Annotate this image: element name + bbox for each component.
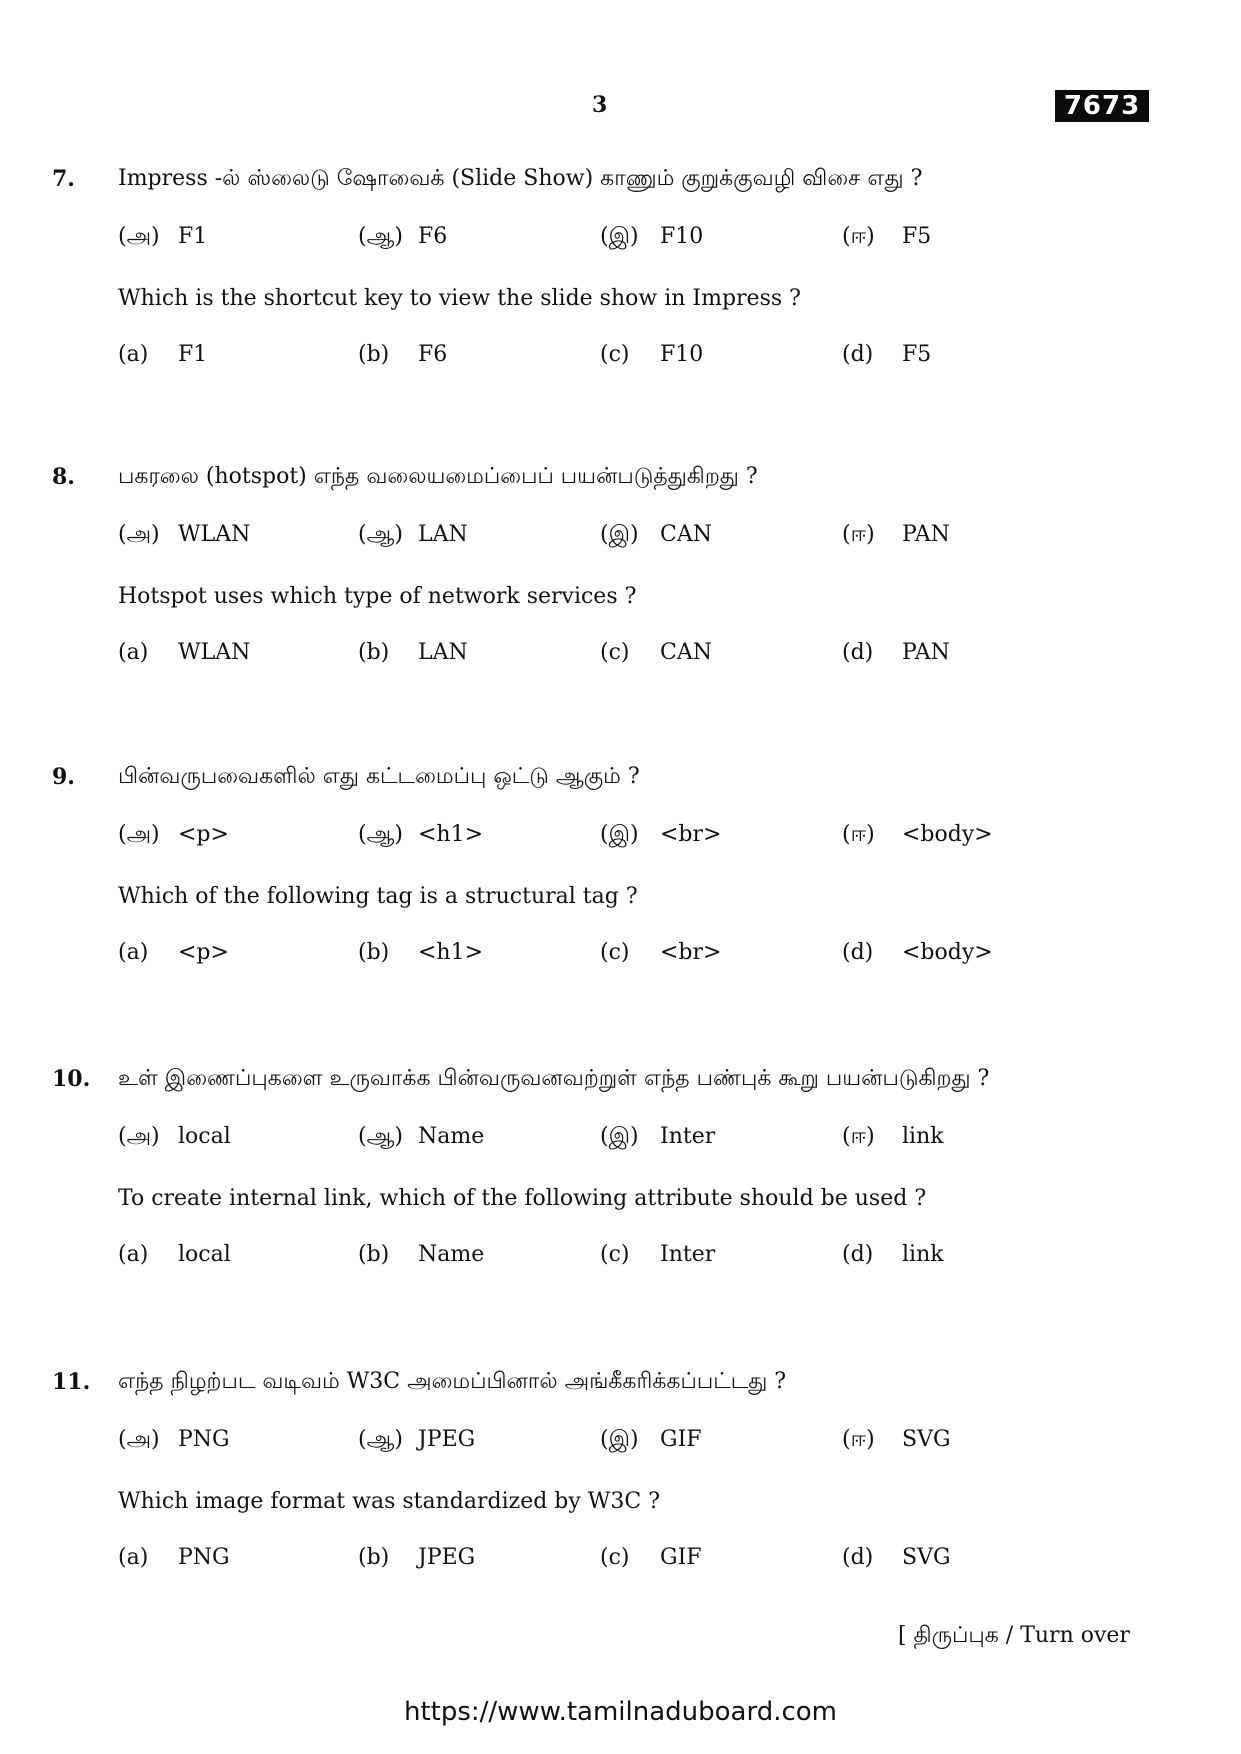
option-d: (ஈ) F5 bbox=[842, 224, 932, 249]
option-d: (d) <body> bbox=[842, 940, 993, 965]
paper-code-badge: 7673 bbox=[1055, 90, 1149, 122]
question-text-english: Which of the following tag is a structural tag ? bbox=[118, 884, 638, 909]
option-c: (c) <br> bbox=[600, 940, 722, 965]
question-number: 10. bbox=[52, 1066, 91, 1092]
option-b: (b) F6 bbox=[358, 342, 448, 367]
option-a: (a) <p> bbox=[118, 940, 229, 965]
option-a: (a) F1 bbox=[118, 342, 208, 367]
option-b: (ஆ) Name bbox=[358, 1124, 485, 1149]
option-b: (ஆ) F6 bbox=[358, 224, 448, 249]
english-options bbox=[0, 342, 1241, 376]
question-number: 9. bbox=[52, 764, 75, 790]
option-a: (அ) local bbox=[118, 1124, 231, 1149]
tamil-options bbox=[0, 1427, 1241, 1461]
option-b: (ஆ) JPEG bbox=[358, 1427, 476, 1452]
question-text-english: To create internal link, which of the following attribute should be used ? bbox=[118, 1186, 927, 1211]
tamil-options bbox=[0, 522, 1241, 556]
source-url: https://www.tamilnaduboard.com bbox=[403, 1697, 838, 1727]
option-a: (a) local bbox=[118, 1242, 231, 1267]
question-number: 8. bbox=[52, 464, 75, 490]
option-c: (இ) Inter bbox=[600, 1124, 716, 1149]
option-c: (c) Inter bbox=[600, 1242, 716, 1267]
tamil-options bbox=[0, 224, 1241, 258]
option-a: (அ) PNG bbox=[118, 1427, 230, 1452]
question-block bbox=[0, 166, 1241, 426]
question-block bbox=[0, 1066, 1241, 1326]
question-text-english: Hotspot uses which type of network services ? bbox=[118, 584, 637, 609]
option-d: (d) PAN bbox=[842, 640, 950, 665]
option-a: (a) WLAN bbox=[118, 640, 251, 665]
option-d: (ஈ) PAN bbox=[842, 522, 950, 547]
option-c: (இ) CAN bbox=[600, 522, 712, 547]
option-c: (c) F10 bbox=[600, 342, 704, 367]
option-d: (ஈ) link bbox=[842, 1124, 944, 1149]
question-block bbox=[0, 464, 1241, 724]
option-b: (b) JPEG bbox=[358, 1545, 476, 1570]
option-b: (b) Name bbox=[358, 1242, 485, 1267]
option-b: (b) <h1> bbox=[358, 940, 484, 965]
option-d: (d) SVG bbox=[842, 1545, 951, 1570]
tamil-options bbox=[0, 822, 1241, 856]
option-c: (இ) F10 bbox=[600, 224, 704, 249]
option-b: (b) LAN bbox=[358, 640, 468, 665]
option-c: (இ) GIF bbox=[600, 1427, 702, 1452]
option-a: (அ) WLAN bbox=[118, 522, 251, 547]
question-text-english: Which image format was standardized by W3C ? bbox=[118, 1489, 661, 1514]
english-options bbox=[0, 1242, 1241, 1276]
question-text-tamil: எந்த நிழற்பட வடிவம் W3C அமைப்பினால் அங்கீகரிக்கப்பட்டது ? bbox=[118, 1369, 787, 1394]
question-text-english: Which is the shortcut key to view the slide show in Impress ? bbox=[118, 286, 801, 311]
option-d: (ஈ) <body> bbox=[842, 822, 993, 847]
option-c: (c) CAN bbox=[600, 640, 712, 665]
question-block bbox=[0, 764, 1241, 1024]
option-d: (d) link bbox=[842, 1242, 944, 1267]
tamil-options bbox=[0, 1124, 1241, 1158]
option-c: (c) GIF bbox=[600, 1545, 702, 1570]
english-options bbox=[0, 640, 1241, 674]
option-a: (அ) F1 bbox=[118, 224, 208, 249]
turn-over-note: [ திருப்புக / Turn over bbox=[898, 1623, 1130, 1648]
option-d: (ஈ) SVG bbox=[842, 1427, 951, 1452]
question-number: 11. bbox=[52, 1369, 91, 1395]
question-number: 7. bbox=[52, 166, 75, 192]
option-c: (இ) <br> bbox=[600, 822, 722, 847]
question-text-tamil: பின்வருபவைகளில் எது கட்டமைப்பு ஒட்டு ஆகும் ? bbox=[118, 764, 640, 789]
page-number: 3 bbox=[592, 92, 608, 118]
english-options bbox=[0, 1545, 1241, 1579]
option-b: (ஆ) LAN bbox=[358, 522, 468, 547]
question-text-tamil: Impress -ல் ஸ்லைடு ஷோவைக் (Slide Show) காணும் குறுக்குவழி விசை எது ? bbox=[118, 166, 923, 191]
option-a: (a) PNG bbox=[118, 1545, 230, 1570]
option-b: (ஆ) <h1> bbox=[358, 822, 484, 847]
question-text-tamil: உள் இணைப்புகளை உருவாக்க பின்வருவனவற்றுள் எந்த பண்புக் கூறு பயன்படுகிறது ? bbox=[118, 1066, 990, 1091]
option-a: (அ) <p> bbox=[118, 822, 229, 847]
option-d: (d) F5 bbox=[842, 342, 932, 367]
question-text-tamil: பகரலை (hotspot) எந்த வலையமைப்பைப் பயன்படுத்துகிறது ? bbox=[118, 464, 758, 489]
question-block bbox=[0, 1369, 1241, 1629]
english-options bbox=[0, 940, 1241, 974]
